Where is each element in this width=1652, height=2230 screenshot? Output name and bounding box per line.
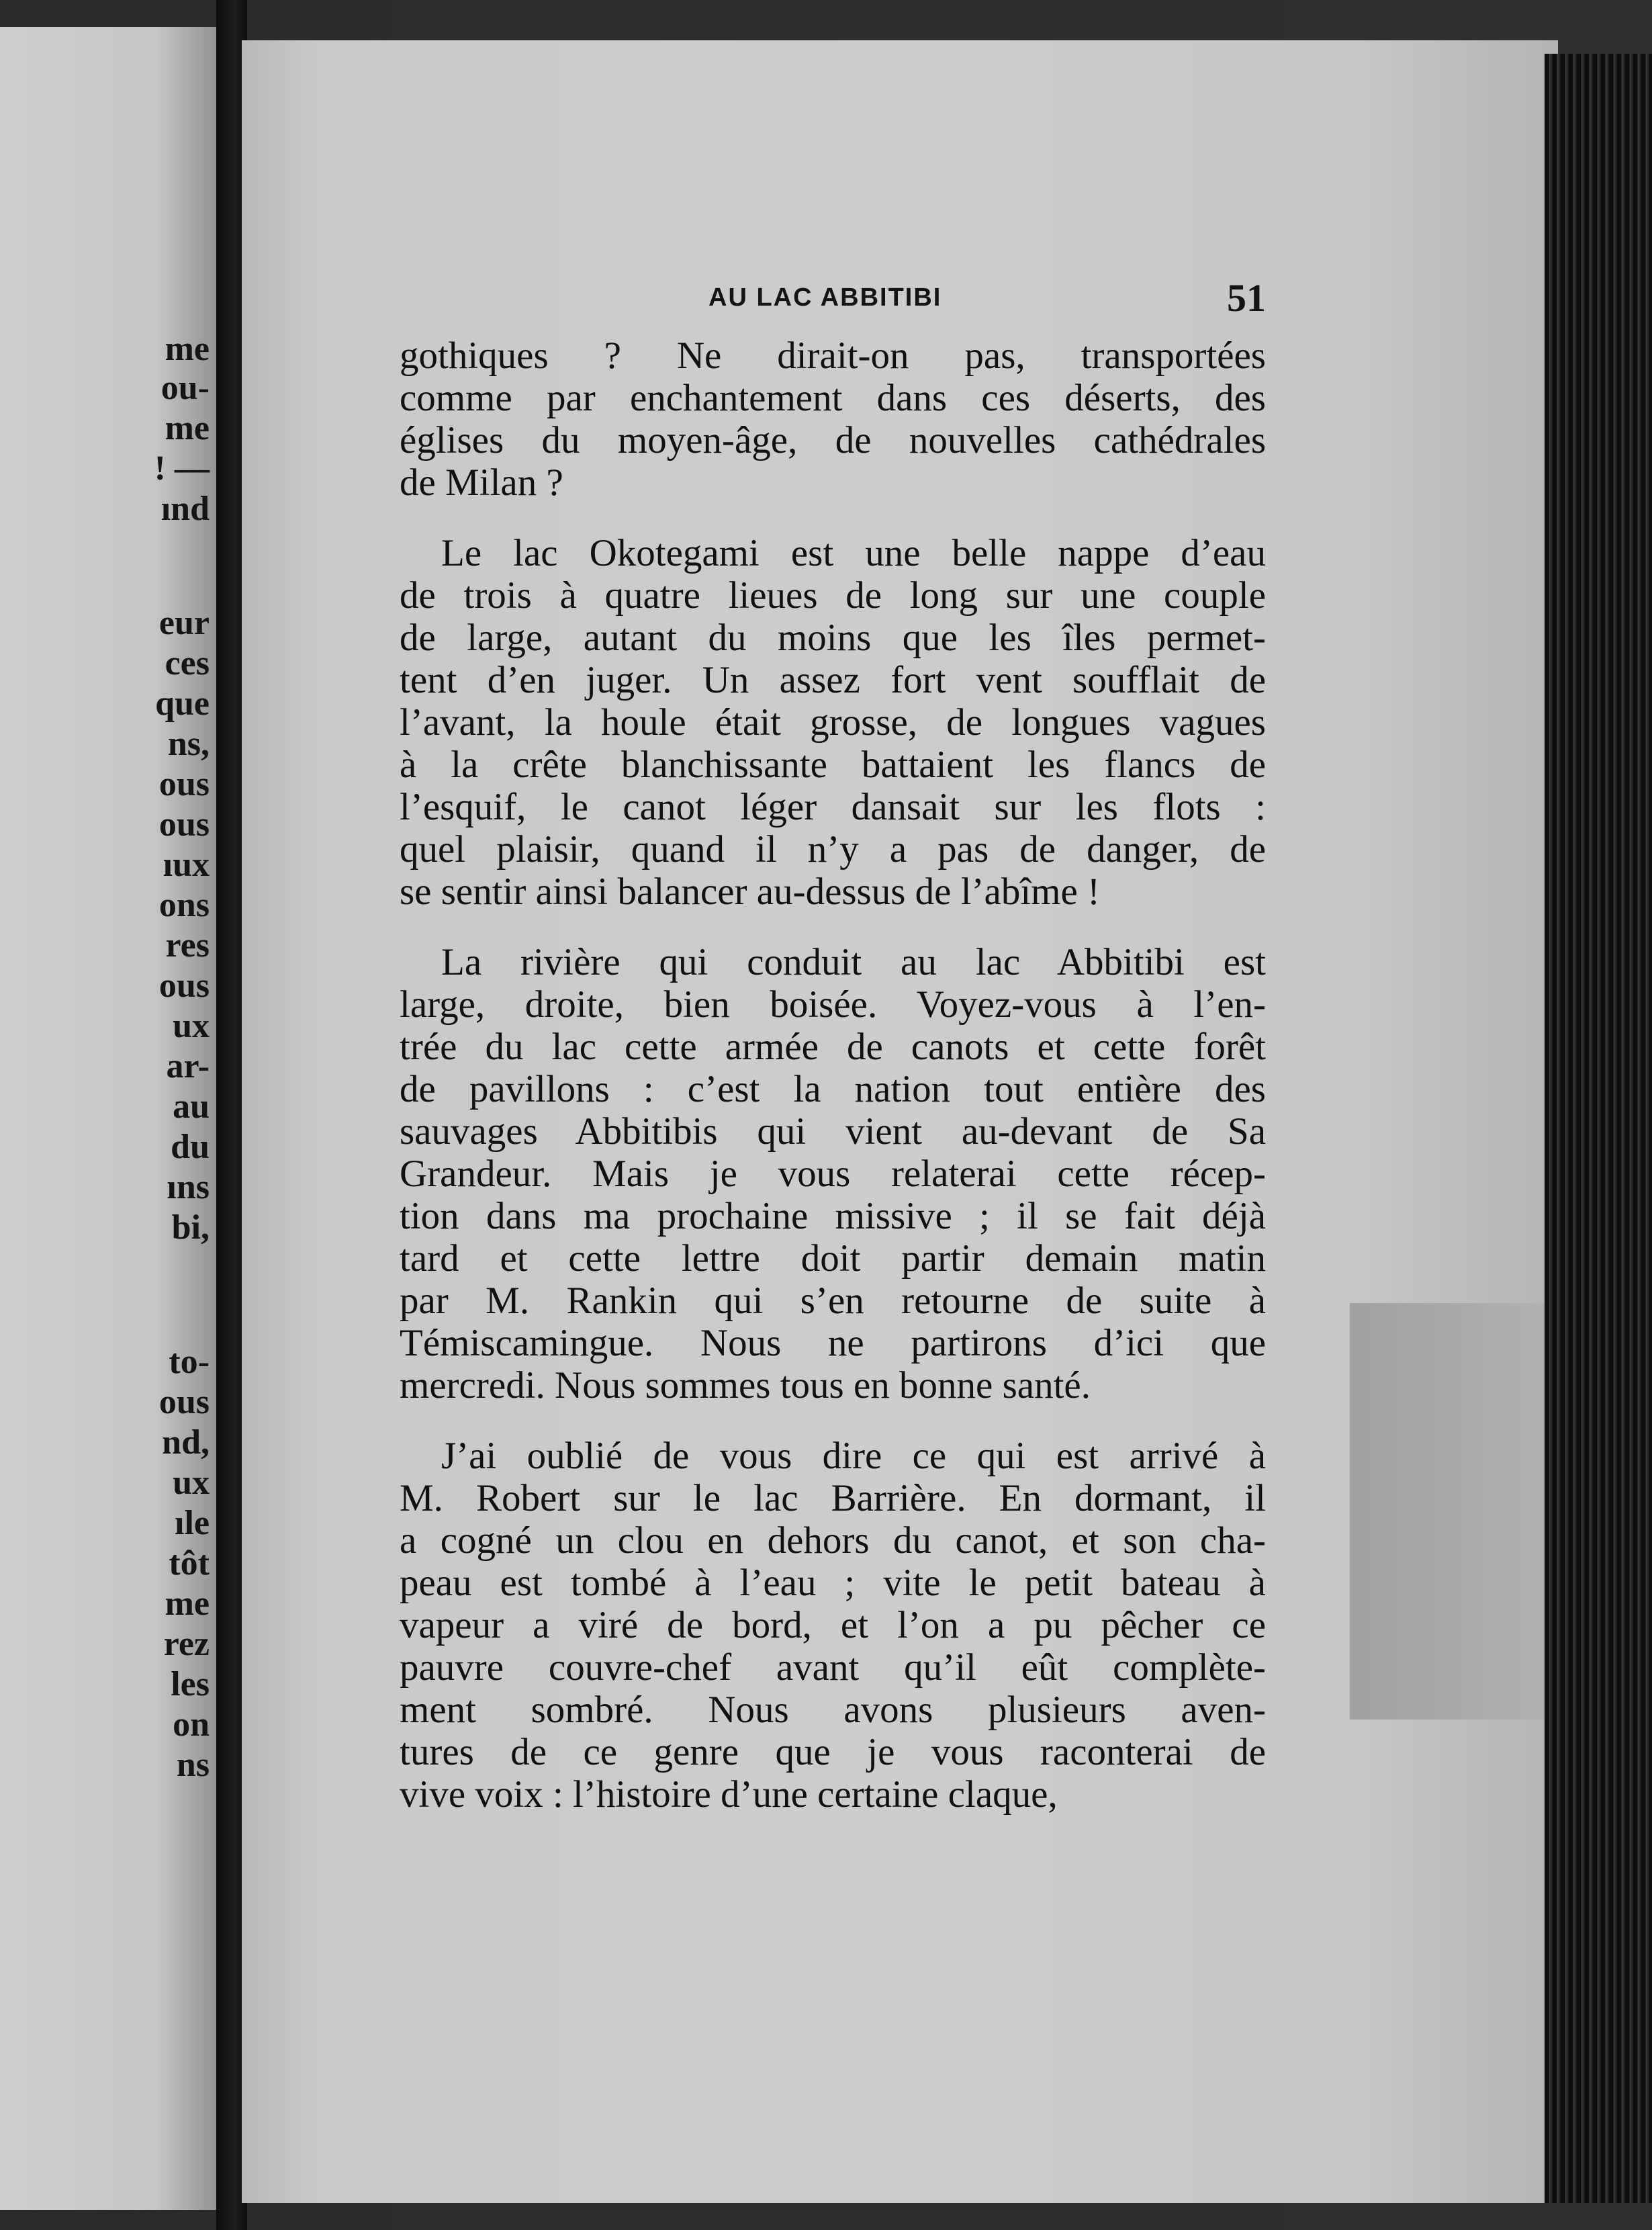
text-line: de large, autant du moins que les îles permet- <box>400 617 1266 659</box>
text-line: de trois à quatre lieues de long sur une couple <box>400 574 1266 617</box>
previous-page-fragment: ar- <box>166 1047 210 1085</box>
previous-page-fragment: tôt <box>169 1544 210 1582</box>
text-line: quel plaisir, quand il n’y a pas de danger, de <box>400 828 1266 871</box>
previous-page-fragment: ux <box>173 1007 210 1045</box>
paragraph <box>400 941 1266 1407</box>
text-line: de pavillons : c’est la nation tout entière des <box>400 1068 1266 1110</box>
text-line: vive voix : l’histoire d’une certaine claque, <box>400 1773 1058 1816</box>
body-text <box>400 334 1266 1844</box>
text-line: Grandeur. Mais je vous relaterai cette récep- <box>400 1153 1266 1195</box>
text-line: J’ai oublié de vous dire ce qui est arrivé à <box>441 1435 1266 1477</box>
previous-page-fragment: me <box>165 1585 210 1623</box>
text-line: à la crête blanchissante battaient les flancs de <box>400 744 1266 786</box>
text-line: Témiscamingue. Nous ne partirons d’ici que <box>400 1322 1266 1364</box>
previous-page-fragment: les <box>171 1665 210 1703</box>
text-line: pauvre couvre-chef avant qu’il eût complète- <box>400 1646 1266 1689</box>
text-line: l’esquif, le canot léger dansait sur les flots : <box>400 786 1266 828</box>
text-line: tent d’en juger. Un assez fort vent soufflait de <box>400 659 1266 701</box>
paragraph <box>400 334 1266 504</box>
previous-page-fragment: du <box>171 1128 210 1166</box>
scan-shadow <box>1350 1303 1551 1720</box>
text-line: Le lac Okotegami est une belle nappe d’eau <box>441 532 1266 574</box>
previous-page-fragment: ınd <box>160 490 210 528</box>
previous-page-fragment: ou- <box>160 369 210 407</box>
page-number: 51 <box>1227 276 1266 320</box>
previous-page-fragment: ! — <box>154 449 210 488</box>
previous-page-fragment: ns <box>176 1746 210 1784</box>
previous-page-fragment: me <box>165 330 210 368</box>
previous-page-fragment: me <box>165 409 210 447</box>
previous-page-fragment: ous <box>158 805 210 844</box>
previous-page-fragment: ces <box>165 644 210 682</box>
previous-page-fragment: ns, <box>167 725 210 763</box>
text-line: ment sombré. Nous avons plusieurs aven- <box>400 1689 1266 1731</box>
text-line: tion dans ma prochaine missive ; il se fait déjà <box>400 1195 1266 1237</box>
text-line: de Milan ? <box>400 461 563 504</box>
text-line: l’avant, la houle était grosse, de longues vagues <box>400 701 1266 744</box>
text-line: par M. Rankin qui s’en retourne de suite à <box>400 1280 1266 1322</box>
paragraph <box>400 532 1266 913</box>
text-line: tures de ce genre que je vous raconterai de <box>400 1731 1266 1773</box>
previous-page-edge <box>0 27 222 2210</box>
previous-page-fragment: ıns <box>167 1168 210 1206</box>
text-line: sauvages Abbitibis qui vient au-devant de Sa <box>400 1110 1266 1153</box>
previous-page-fragment: au <box>173 1087 210 1126</box>
text-line: peau est tombé à l’eau ; vite le petit bateau à <box>400 1562 1266 1604</box>
text-line: se sentir ainsi balancer au-dessus de l’abîme ! <box>400 871 1101 913</box>
previous-page-fragment: ıux <box>163 846 210 884</box>
running-head: AU LAC ABBITIBI <box>708 283 942 312</box>
text-line: gothiques ? Ne dirait-on pas, transportées <box>400 334 1266 377</box>
text-line: trée du lac cette armée de canots et cette forêt <box>400 1026 1266 1068</box>
page-stack-edge <box>1545 54 1652 2203</box>
text-line: comme par enchantement dans ces déserts, des <box>400 377 1266 419</box>
paragraph <box>400 1435 1266 1816</box>
text-line: tard et cette lettre doit partir demain matin <box>400 1237 1266 1280</box>
text-line: vapeur a viré de bord, et l’on a pu pêcher ce <box>400 1604 1266 1646</box>
previous-page-fragment: ous <box>158 967 210 1005</box>
previous-page-fragment: to- <box>169 1343 210 1381</box>
previous-page-fragment: ous <box>158 1383 210 1421</box>
previous-page-fragment: eur <box>158 604 210 642</box>
text-line: a cogné un clou en dehors du canot, et son cha- <box>400 1519 1266 1562</box>
text-line: M. Robert sur le lac Barrière. En dormant, il <box>400 1477 1266 1519</box>
previous-page-fragment: ous <box>158 765 210 803</box>
previous-page-fragment: ons <box>158 886 210 924</box>
previous-page-fragment: rez <box>163 1625 210 1663</box>
previous-page-fragment: que <box>155 684 210 723</box>
text-line: églises du moyen-âge, de nouvelles cathédrales <box>400 419 1266 461</box>
text-line: large, droite, bien boisée. Voyez-vous à l’en- <box>400 983 1266 1026</box>
previous-page-fragment: nd, <box>162 1423 210 1462</box>
previous-page-fragment: bi, <box>171 1208 210 1247</box>
previous-page-fragment: ux <box>173 1464 210 1502</box>
text-line: mercredi. Nous sommes tous en bonne santé. <box>400 1364 1091 1407</box>
text-line: La rivière qui conduit au lac Abbitibi est <box>441 941 1266 983</box>
previous-page-fragment: on <box>173 1705 210 1744</box>
previous-page-fragment: ıle <box>175 1504 210 1542</box>
previous-page-fragment: res <box>165 926 210 965</box>
